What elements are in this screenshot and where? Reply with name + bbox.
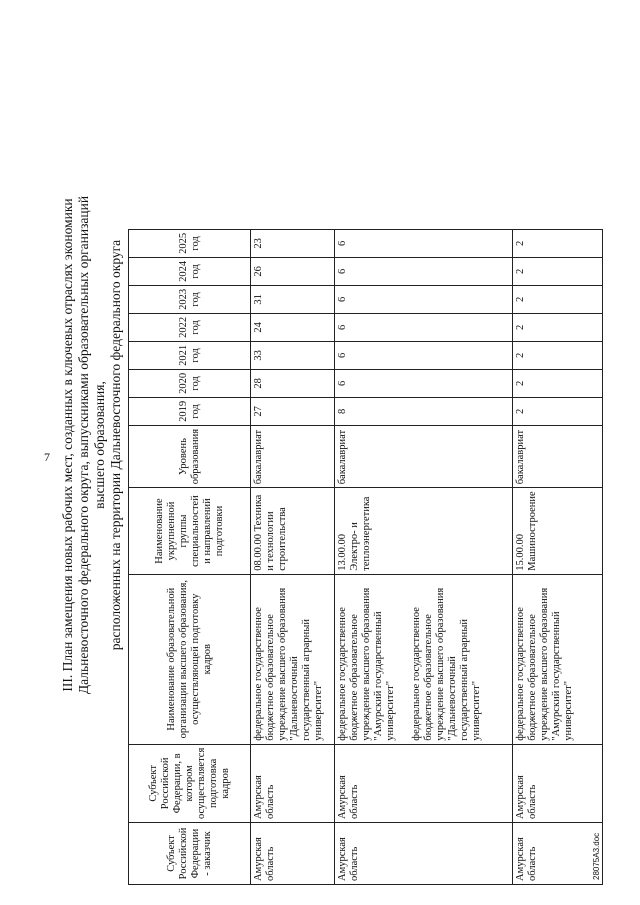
heading-line-3: расположенных на территории Дальневосточного федерального округа <box>108 239 123 651</box>
landscape-content <box>0 45 640 905</box>
cell-value: 6 <box>335 257 513 285</box>
header-year: 2025 год <box>129 229 251 257</box>
header-year: 2019 год <box>129 397 251 425</box>
cell-value: 2 <box>513 341 603 369</box>
cell-value: 31 <box>251 285 335 313</box>
table-row <box>251 229 335 884</box>
cell-organization: федеральное государственное бюджетное образовательное учреждение высшего образования "Дальневосточный государственный аграрный университет" <box>251 574 335 744</box>
header-education-level: Уровень образования <box>129 425 251 487</box>
cell-value: 6 <box>335 313 513 341</box>
cell-value: 2 <box>513 313 603 341</box>
cell-specialty-group: 15.00.00 Машиностроение <box>513 488 603 574</box>
cell-value: 2 <box>513 229 603 257</box>
cell-organization: федеральное государственное бюджетное образовательное учреждение высшего образования "Амурский государственный университет" <box>513 574 603 744</box>
header-region: Субъект Российской Федерации, в котором осуществляется подготовка кадров <box>129 744 251 822</box>
cell-value: 28 <box>251 369 335 397</box>
header-year: 2021 год <box>129 341 251 369</box>
section-heading <box>60 175 124 715</box>
header-customer: Субъект Российской Федерации - заказчик <box>129 823 251 885</box>
page-number: 7 <box>44 450 50 464</box>
cell-value: 2 <box>513 285 603 313</box>
cell-value: 6 <box>335 341 513 369</box>
cell-value: 33 <box>251 341 335 369</box>
cell-education-level: бакалавриат <box>251 425 335 487</box>
cell-value: 8 <box>335 397 513 425</box>
table-header-row <box>129 229 251 884</box>
cell-value: 2 <box>513 369 603 397</box>
organization-name-secondary: федеральное государственное бюджетное образовательное учреждение высшего образования "Дальневосточный государственный аграрный университет" <box>411 587 482 741</box>
cell-value: 6 <box>335 369 513 397</box>
plan-table <box>128 229 603 885</box>
cell-value: 23 <box>251 229 335 257</box>
header-year: 2023 год <box>129 285 251 313</box>
footer-code: 28075А3.doc <box>592 832 601 880</box>
cell-customer: Амурская область <box>251 823 335 885</box>
cell-education-level: бакалавриат <box>513 425 603 487</box>
header-specialty-group: Наименование укрупненной группы специальностей и направлений подготовки <box>129 488 251 574</box>
cell-customer: Амурская область <box>513 823 603 885</box>
cell-organization <box>335 574 513 744</box>
cell-value: 6 <box>335 285 513 313</box>
heading-line-1: III. План замещения новых рабочих мест, созданных в ключевых отраслях экономики <box>60 198 75 692</box>
cell-value: 2 <box>513 397 603 425</box>
header-year: 2022 год <box>129 313 251 341</box>
cell-value: 26 <box>251 257 335 285</box>
cell-value: 24 <box>251 313 335 341</box>
cell-customer: Амурская область <box>335 823 513 885</box>
cell-value: 2 <box>513 257 603 285</box>
cell-specialty-group: 13.00.00 Электро- и теплоэнергетика <box>335 488 513 574</box>
cell-region: Амурская область <box>251 744 335 822</box>
cell-specialty-group: 08.00.00 Техника и технологии строительства <box>251 488 335 574</box>
cell-education-level: бакалавриат <box>335 425 513 487</box>
table-row <box>513 229 603 884</box>
header-organization: Наименование образовательной организации высшего образования, осуществляющей подготовку кадров <box>129 574 251 744</box>
cell-region: Амурская область <box>335 744 513 822</box>
cell-value: 27 <box>251 397 335 425</box>
table-row <box>335 229 513 884</box>
header-year: 2020 год <box>129 369 251 397</box>
cell-region: Амурская область <box>513 744 603 822</box>
header-year: 2024 год <box>129 257 251 285</box>
cell-value: 6 <box>335 229 513 257</box>
organization-name: федеральное государственное бюджетное образовательное учреждение высшего образования "Амурский государственный университет" <box>337 587 396 741</box>
heading-line-2: Дальневосточного федерального округа, выпускниками образовательных организаций высшего образования, <box>76 195 107 695</box>
